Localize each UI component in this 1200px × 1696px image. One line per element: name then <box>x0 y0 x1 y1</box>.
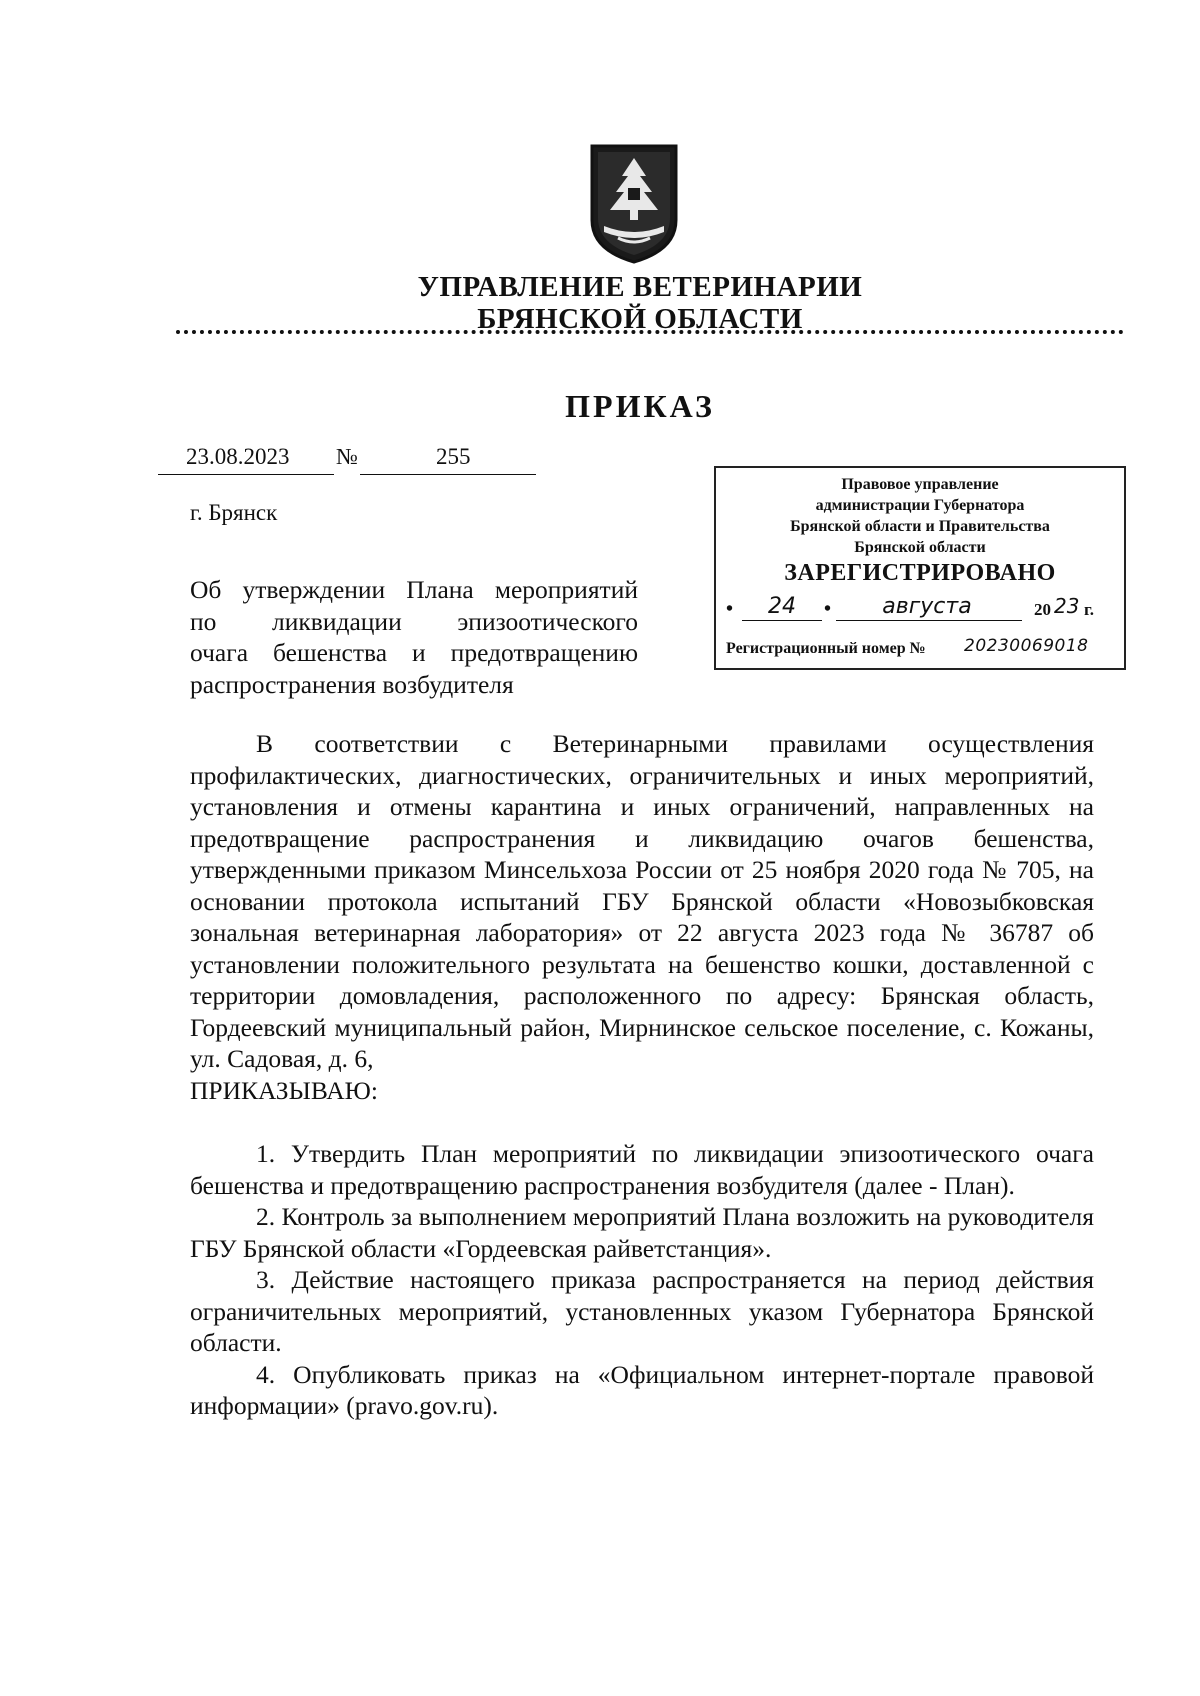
organization-name-line2: БРЯНСКОЙ ОБЛАСТИ <box>477 303 803 335</box>
order-number: 255 <box>436 444 471 469</box>
order-subject <box>190 574 638 700</box>
subject-line: по ликвидации эпизоотического <box>190 606 638 636</box>
order-body <box>190 728 1094 1422</box>
subject-line: очага бешенства и предотвращению <box>190 638 638 667</box>
stamp-date-row: • 24 • августа 20 23 г. <box>726 594 1095 620</box>
order-item: 3. Действие настоящего приказа распространяется на период действия ограничительных мероприятий, установленных указом Губернатора Брянской области. <box>190 1265 1094 1357</box>
order-item: 1. Утвердить План мероприятий по ликвидации эпизоотического очага бешенства и предотвращению распространения возбудителя (далее - План). <box>190 1139 1094 1200</box>
stamp-year-unit: г. <box>1084 600 1095 619</box>
stamp-line: администрации Губернатора <box>815 497 1025 514</box>
subject-line: Об утверждении Плана мероприятий <box>190 575 638 604</box>
stamp-line: Правовое управление <box>841 476 999 493</box>
registration-stamp <box>714 466 1126 670</box>
stamp-month: августа <box>882 594 972 619</box>
stamp-reg-number: 20230069018 <box>964 636 1089 656</box>
stamp-year-suffix: 23 <box>1054 594 1080 618</box>
stamp-line: Брянской области и Правительства <box>790 518 1050 535</box>
document-title: ПРИКАЗ <box>565 388 715 424</box>
order-date: 23.08.2023 <box>186 444 290 469</box>
order-city: г. Брянск <box>190 500 278 525</box>
order-number-sign: № <box>336 444 358 469</box>
order-items <box>190 1138 1094 1422</box>
stamp-reg-row <box>716 636 1126 664</box>
organization-name-line1: УПРАВЛЕНИЕ ВЕТЕРИНАРИИ <box>417 271 863 303</box>
order-word: ПРИКАЗЫВАЮ: <box>190 1075 378 1105</box>
stamp-day: 24 <box>768 594 796 619</box>
order-item: 2. Контроль за выполнением мероприятий Плана возложить на руководителя ГБУ Брянской области «Гордеевская райветстанция». <box>190 1202 1094 1263</box>
subject-line: распространения возбудителя <box>190 669 514 699</box>
preamble-paragraph: В соответствии с Ветеринарными правилами осуществления профилактических, диагностических, ограничительных и иных мероприятий, установления и отмены карантина и иных ограничений, направленных на предотвращение распространения и ликвидацию очагов бешенства, утвержденными приказом Минсельхоза России от 25 ноября 2020 года № 705, на основании протокола испытаний ГБУ Брянской области «Новозыбковская зональная ветеринарная лаборатория» от 22 августа 2023 года № 36787 об установлении положительного результата на бешенство кошки, доставленной с территории домовладения, расположенного по адресу: Брянская область, Гордеевский муниципальный район, Мирнинское сельское поселение, с. Кожаны, ул. Садовая, д. 6, <box>190 729 1094 1073</box>
stamp-status: ЗАРЕГИСТРИРОВАНО <box>784 560 1056 586</box>
stamp-line: Брянской области <box>854 539 986 556</box>
order-item: 4. Опубликовать приказ на «Официальном интернет-портале правовой информации» (pravo.gov.ru). <box>190 1359 1094 1420</box>
stamp-year-prefix: 20 <box>1034 600 1051 619</box>
header-divider <box>176 330 1124 334</box>
stamp-reg-label: Регистрационный номер № <box>726 640 926 657</box>
bryansk-coat-of-arms-icon <box>588 142 680 266</box>
